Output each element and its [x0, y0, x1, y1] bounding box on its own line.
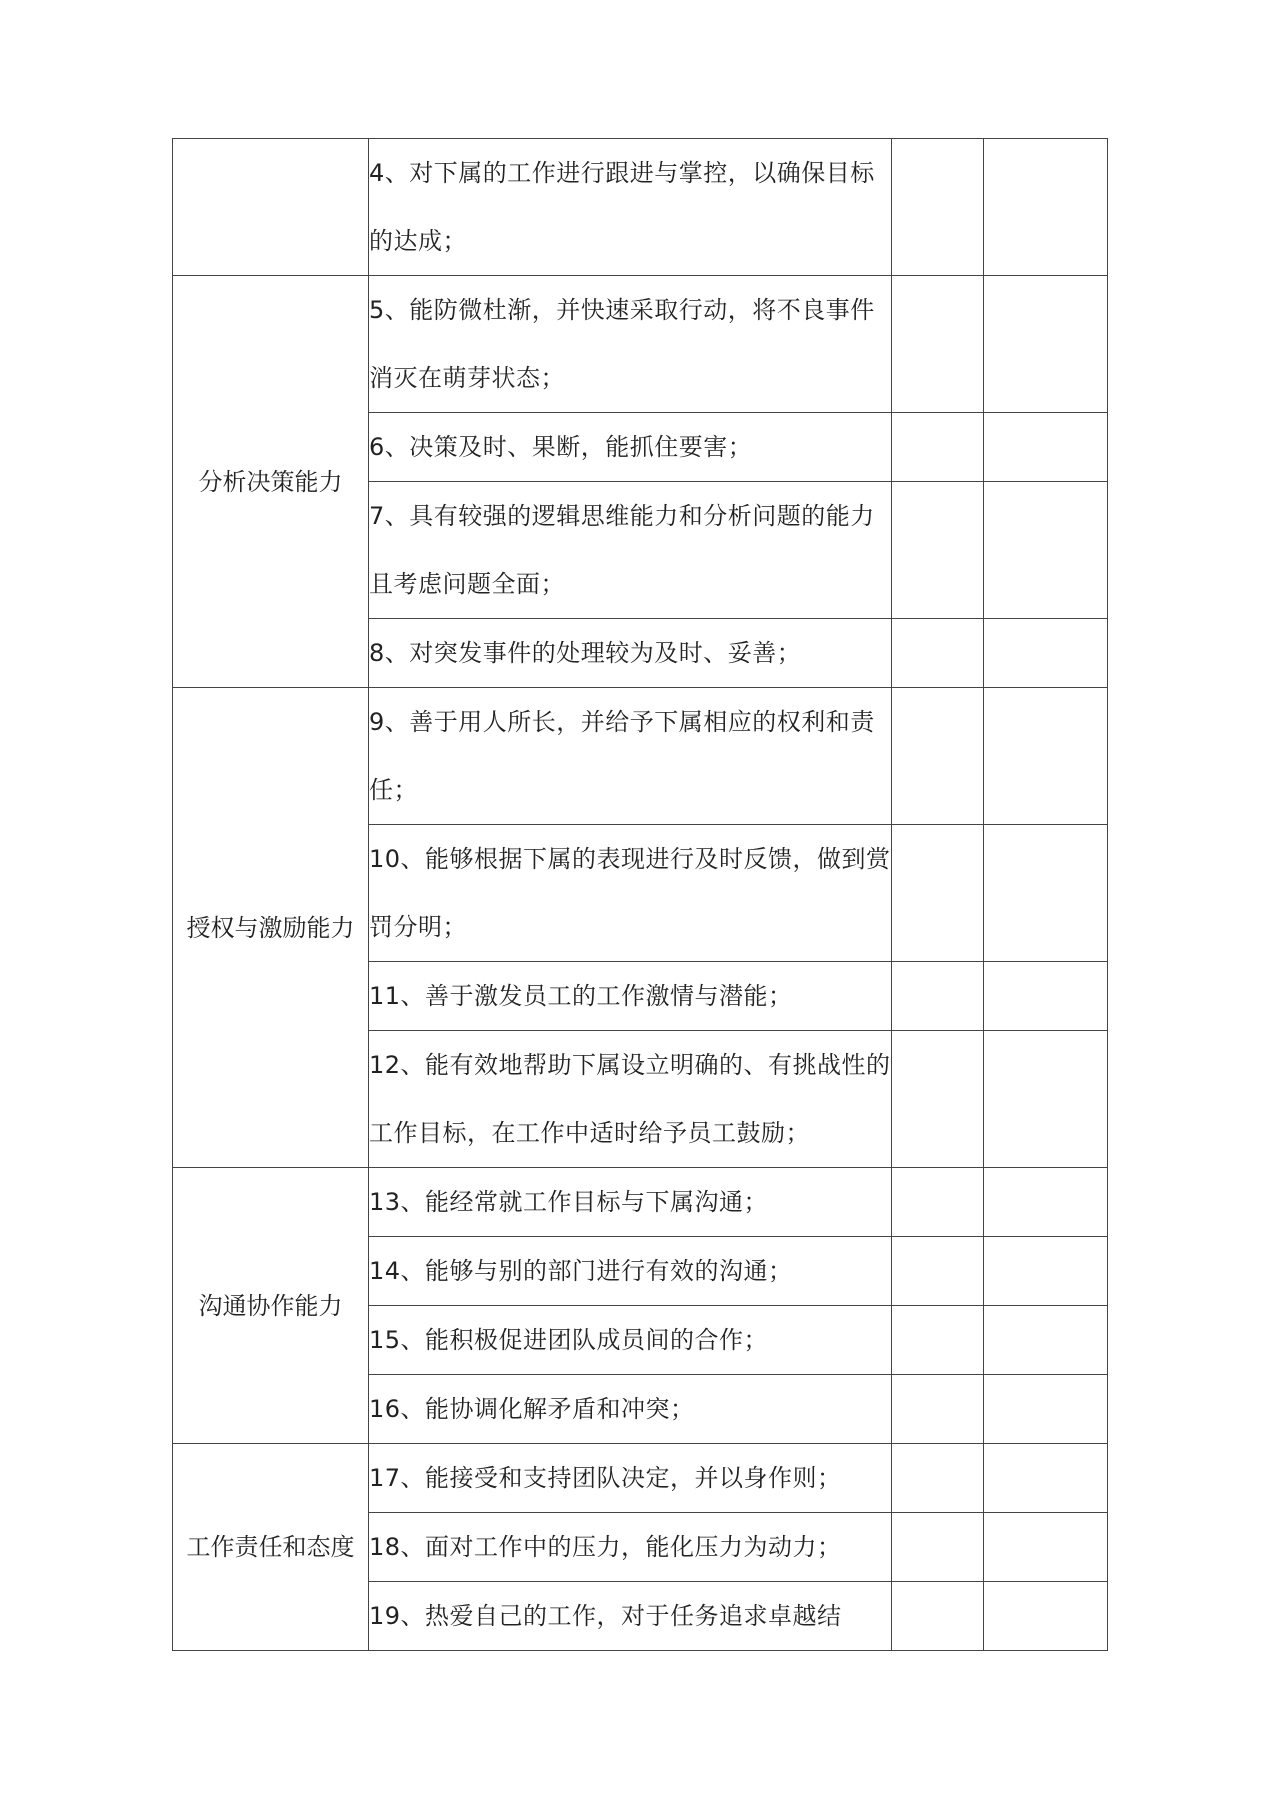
category-cell: 分析决策能力	[173, 276, 369, 688]
remark-cell[interactable]	[984, 1444, 1108, 1513]
criterion-cell: 16、能协调化解矛盾和冲突；	[369, 1375, 892, 1444]
criterion-cell: 13、能经常就工作目标与下属沟通；	[369, 1168, 892, 1237]
score-cell[interactable]	[892, 1168, 984, 1237]
category-cell: 工作责任和态度	[173, 1444, 369, 1651]
remark-cell[interactable]	[984, 1237, 1108, 1306]
remark-cell[interactable]	[984, 1513, 1108, 1582]
criterion-cell: 9、善于用人所长，并给予下属相应的权利和责任；	[369, 688, 892, 825]
score-cell[interactable]	[892, 276, 984, 413]
criterion-cell: 12、能有效地帮助下属设立明确的、有挑战性的工作目标，在工作中适时给予员工鼓励；	[369, 1031, 892, 1168]
table-row	[173, 276, 1108, 413]
remark-cell[interactable]	[984, 619, 1108, 688]
criterion-cell: 14、能够与别的部门进行有效的沟通；	[369, 1237, 892, 1306]
score-cell[interactable]	[892, 962, 984, 1031]
score-cell[interactable]	[892, 139, 984, 276]
evaluation-table	[172, 138, 1108, 1651]
score-cell[interactable]	[892, 1444, 984, 1513]
remark-cell[interactable]	[984, 1168, 1108, 1237]
score-cell[interactable]	[892, 1031, 984, 1168]
score-cell[interactable]	[892, 688, 984, 825]
criterion-cell: 18、面对工作中的压力，能化压力为动力；	[369, 1513, 892, 1582]
score-cell[interactable]	[892, 1237, 984, 1306]
remark-cell[interactable]	[984, 825, 1108, 962]
criterion-cell	[369, 1582, 892, 1651]
score-cell[interactable]	[892, 825, 984, 962]
category-cell: 授权与激励能力	[173, 688, 369, 1168]
remark-cell[interactable]	[984, 1375, 1108, 1444]
score-cell[interactable]	[892, 1582, 984, 1651]
criterion-cell: 8、对突发事件的处理较为及时、妥善；	[369, 619, 892, 688]
remark-cell[interactable]	[984, 688, 1108, 825]
criterion-cell: 17、能接受和支持团队决定，并以身作则；	[369, 1444, 892, 1513]
remark-cell[interactable]	[984, 413, 1108, 482]
score-cell[interactable]	[892, 1306, 984, 1375]
criterion-cell: 5、能防微杜渐，并快速采取行动，将不良事件消灭在萌芽状态；	[369, 276, 892, 413]
criterion-text: 19、热爱自己的工作，对于任务追求卓越结	[369, 1602, 842, 1630]
criterion-cell: 7、具有较强的逻辑思维能力和分析问题的能力且考虑问题全面；	[369, 482, 892, 619]
criterion-cell: 11、善于激发员工的工作激情与潜能；	[369, 962, 892, 1031]
remark-cell[interactable]	[984, 1031, 1108, 1168]
remark-cell[interactable]	[984, 1582, 1108, 1651]
criterion-cell: 6、决策及时、果断，能抓住要害；	[369, 413, 892, 482]
score-cell[interactable]	[892, 482, 984, 619]
remark-cell[interactable]	[984, 1306, 1108, 1375]
score-cell[interactable]	[892, 413, 984, 482]
table-row	[173, 688, 1108, 825]
table-row	[173, 139, 1108, 276]
remark-cell[interactable]	[984, 962, 1108, 1031]
category-cell: 沟通协作能力	[173, 1168, 369, 1444]
criterion-cell: 15、能积极促进团队成员间的合作；	[369, 1306, 892, 1375]
criterion-cell: 4、对下属的工作进行跟进与掌控，以确保目标的达成；	[369, 139, 892, 276]
score-cell[interactable]	[892, 619, 984, 688]
table-row	[173, 1444, 1108, 1513]
category-cell	[173, 139, 369, 276]
criterion-cell: 10、能够根据下属的表现进行及时反馈，做到赏罚分明；	[369, 825, 892, 962]
score-cell[interactable]	[892, 1513, 984, 1582]
remark-cell[interactable]	[984, 139, 1108, 276]
score-cell[interactable]	[892, 1375, 984, 1444]
remark-cell[interactable]	[984, 482, 1108, 619]
remark-cell[interactable]	[984, 276, 1108, 413]
table-row	[173, 1168, 1108, 1237]
